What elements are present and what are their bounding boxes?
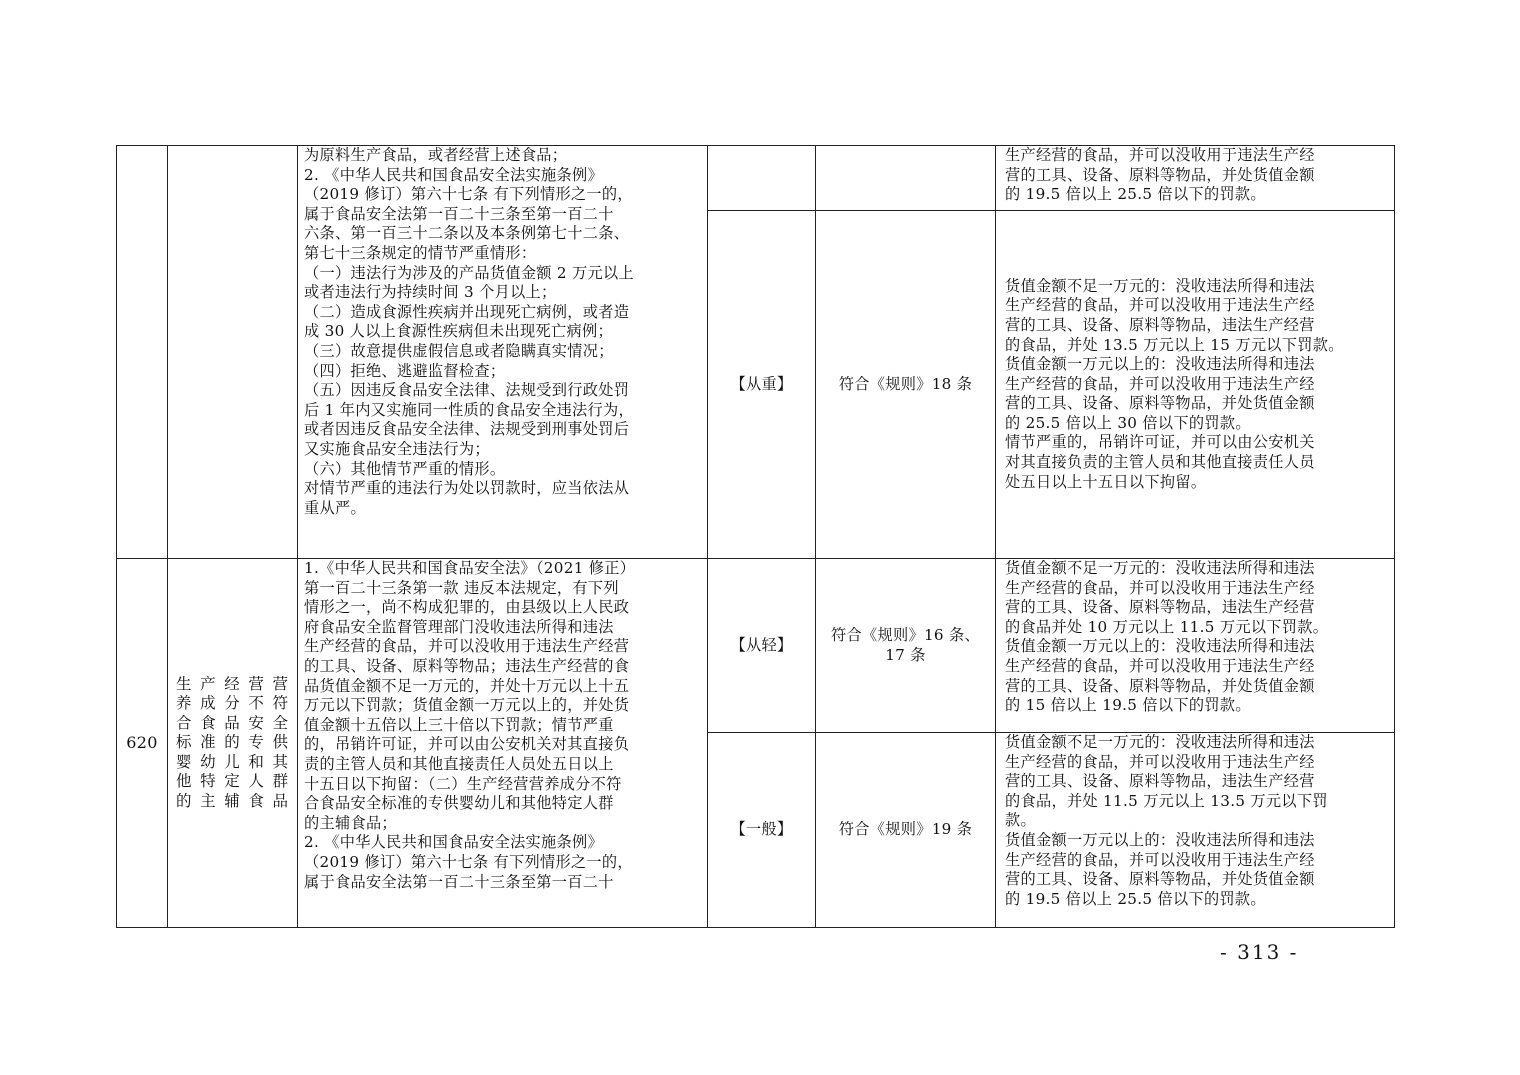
result-line: 营的工具、设备、原料等物品，并处货值金额 — [1005, 394, 1315, 413]
legal-basis-cell — [298, 146, 708, 559]
basis-line: 2. 《中华人民共和国食品安全法实施条例》 — [304, 165, 603, 184]
basis-line: （二）造成食源性疾病并出现死亡病例，或者造 — [304, 302, 630, 321]
result-line: 货值金额不足一万元的：没收违法所得和违法 — [1005, 733, 1315, 751]
result-line: 对其直接负责的主管人员和其他直接责任人员 — [1005, 453, 1315, 472]
result-line: 货值金额一万元以上的：没收违法所得和违法 — [1005, 637, 1315, 656]
discretion-level-cell: 【从重】 — [708, 211, 816, 559]
penalty-table — [116, 145, 1395, 928]
result-line: 处五日以上十五日以下拘留。 — [1005, 472, 1207, 491]
result-line: 营的工具、设备、原料等物品，并处货值金额 — [1005, 676, 1315, 695]
basis-line: 的，吊销许可证，并可以由公安机关对其直接负 — [304, 735, 630, 754]
result-line: 营的工具、设备、原料等物品，违法生产经营 — [1005, 315, 1315, 334]
condition-cell: 符合《规则》19 条 — [816, 733, 996, 928]
basis-line: 1.《中华人民共和国食品安全法》（2021 修正） — [304, 559, 636, 577]
result-line: 生产经营的食品，并可以没收用于违法生产经 — [1005, 578, 1315, 597]
basis-line: 成 30 人以上食源性疾病但未出现死亡病例； — [304, 322, 613, 341]
basis-line: 六条、第一百三十二条以及本条例第七十二条、 — [304, 224, 630, 243]
result-line: 货值金额一万元以上的：没收违法所得和违法 — [1005, 355, 1315, 374]
basis-line: （一）违法行为涉及的产品货值金额 2 万元以上 — [304, 263, 634, 282]
basis-line: 属于食品安全法第一百二十三条至第一百二十 — [304, 204, 614, 223]
basis-line: 情形之一，尚不构成犯罪的，由县级以上人民政 — [304, 598, 630, 617]
name-line: 生产经营营 — [176, 674, 289, 693]
basis-line: 第七十三条规定的情节严重情形： — [304, 243, 537, 262]
basis-line: 重从严。 — [304, 498, 366, 517]
basis-line: 品货值金额不足一万元的，并处十万元以上十五 — [304, 676, 630, 695]
result-line: 营的工具、设备、原料等物品，并处货值金额 — [1005, 165, 1315, 184]
violation-name-cell — [168, 146, 298, 559]
condition-cell: 符合《规则》18 条 — [816, 211, 996, 559]
condition-cell — [816, 559, 996, 733]
basis-line: （2019 修订）第六十七条 有下列情形之一的， — [304, 185, 633, 204]
row-number-cell — [117, 146, 168, 559]
penalty-result-cell — [996, 559, 1395, 733]
basis-line: 2. 《中华人民共和国食品安全法实施条例》 — [304, 833, 603, 852]
result-line: 款。 — [1005, 811, 1036, 830]
penalty-result-cell — [996, 733, 1395, 928]
table-row — [117, 559, 1395, 733]
condition-line: 17 条 — [885, 645, 926, 664]
result-line: 的 19.5 倍以上 25.5 倍以下的罚款。 — [1005, 185, 1266, 204]
condition-line: 符合《规则》16 条、 — [831, 625, 980, 644]
basis-line: 对情节严重的违法行为处以罚款时，应当依法从 — [304, 479, 630, 498]
basis-line: （三）故意提供虚假信息或者隐瞒真实情况； — [304, 341, 614, 360]
basis-line: 的主辅食品； — [304, 813, 397, 832]
result-line: 营的工具、设备、原料等物品，违法生产经营 — [1005, 598, 1315, 617]
name-line: 的主辅食品 — [176, 791, 289, 810]
result-line: 的 25.5 倍以上 30 倍以下的罚款。 — [1005, 413, 1251, 432]
basis-line: 值金额十五倍以上三十倍以下罚款；情节严重 — [304, 715, 614, 734]
name-line: 标准的专供 — [176, 733, 289, 752]
result-line: 的 19.5 倍以上 25.5 倍以下的罚款。 — [1005, 889, 1266, 908]
legal-basis-cell — [298, 559, 708, 928]
basis-line: （四）拒绝、逃避监督检查； — [304, 361, 506, 380]
basis-line: 府食品安全监督管理部门没收违法所得和违法 — [304, 617, 614, 636]
basis-line: 或者违法行为持续时间 3 个月以上； — [304, 283, 557, 302]
result-line: 生产经营的食品，并可以没收用于违法生产经 — [1005, 296, 1315, 315]
basis-line: 责的主管人员和其他直接责任人员处五日以上 — [304, 754, 614, 773]
basis-line: 生产经营的食品，并可以没收用于违法生产经营 — [304, 637, 630, 656]
discretion-level-cell: 【从轻】 — [708, 559, 816, 733]
name-line: 婴幼儿和其 — [176, 752, 289, 771]
result-line: 情节严重的，吊销许可证，并可以由公安机关 — [1005, 433, 1315, 452]
name-line: 合食品安全 — [176, 713, 289, 732]
basis-line: 又实施食品安全违法行为； — [304, 439, 490, 458]
basis-line: 或者因违反食品安全法律、法规受到刑事处罚后 — [304, 420, 630, 439]
result-line: 的食品并处 10 万元以上 11.5 万元以下罚款。 — [1005, 617, 1329, 636]
result-line: 货值金额不足一万元的：没收违法所得和违法 — [1005, 559, 1315, 577]
row-number-cell: 620 — [117, 559, 168, 928]
basis-line: 第一百二十三条第一款 违反本法规定，有下列 — [304, 578, 619, 597]
violation-name-cell — [168, 559, 298, 928]
basis-line: 万元以下罚款；货值金额一万元以上的，并处货 — [304, 696, 630, 715]
name-line: 养成分不符 — [176, 694, 289, 713]
page-number: - 313 - — [1220, 940, 1299, 964]
result-line: 货值金额不足一万元的：没收违法所得和违法 — [1005, 276, 1315, 295]
basis-line: 的工具、设备、原料等物品；违法生产经营的食 — [304, 656, 630, 675]
basis-line: （六）其他情节严重的情形。 — [304, 459, 506, 478]
basis-line: （五）因违反食品安全法律、法规受到行政处罚 — [304, 381, 630, 400]
basis-line: 合食品安全标准的专供婴幼儿和其他特定人群 — [304, 794, 614, 813]
name-line: 他特定人群 — [176, 772, 289, 791]
result-line: 生产经营的食品，并可以没收用于违法生产经 — [1005, 850, 1315, 869]
result-line: 的 15 倍以上 19.5 倍以下的罚款。 — [1005, 696, 1251, 715]
result-line: 货值金额一万元以上的：没收违法所得和违法 — [1005, 830, 1315, 849]
discretion-level-cell — [708, 146, 816, 211]
basis-line: 十五日以下拘留：（二）生产经营营养成分不符 — [304, 774, 622, 793]
result-line: 生产经营的食品，并可以没收用于违法生产经 — [1005, 656, 1315, 675]
condition-cell — [816, 146, 996, 211]
table-row — [117, 146, 1395, 211]
basis-line: 为原料生产食品，或者经营上述食品； — [304, 146, 568, 164]
result-line: 生产经营的食品，并可以没收用于违法生产经 — [1005, 146, 1315, 164]
result-line: 的食品，并处 11.5 万元以上 13.5 万元以下罚 — [1005, 791, 1328, 810]
result-line: 生产经营的食品，并可以没收用于违法生产经 — [1005, 374, 1315, 393]
basis-line: 属于食品安全法第一百二十三条至第一百二十 — [304, 872, 614, 891]
basis-line: （2019 修订）第六十七条 有下列情形之一的， — [304, 852, 633, 871]
discretion-level-cell: 【一般】 — [708, 733, 816, 928]
result-line: 营的工具、设备、原料等物品，并处货值金额 — [1005, 870, 1315, 889]
result-line: 生产经营的食品，并可以没收用于违法生产经 — [1005, 752, 1315, 771]
penalty-result-cell — [996, 211, 1395, 559]
penalty-result-cell — [996, 146, 1395, 211]
result-line: 营的工具、设备、原料等物品，违法生产经营 — [1005, 772, 1315, 791]
basis-line: 后 1 年内又实施同一性质的食品安全违法行为， — [304, 400, 634, 419]
result-line: 的食品，并处 13.5 万元以上 15 万元以下罚款。 — [1005, 335, 1344, 354]
